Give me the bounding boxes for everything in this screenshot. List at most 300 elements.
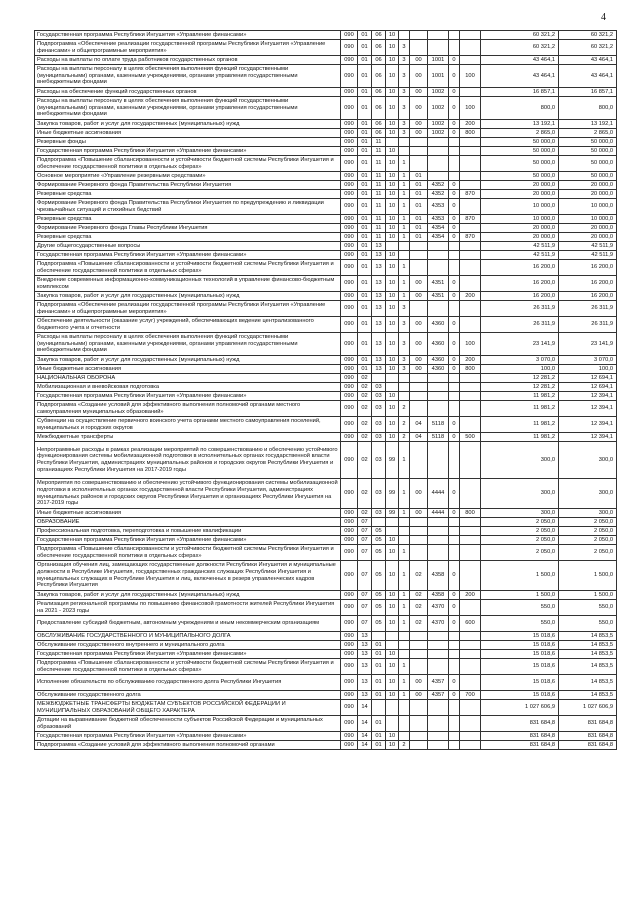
- row-code-7: 4351: [428, 292, 449, 301]
- row-name: Основное мероприятие «Управление резервными средствами»: [35, 172, 341, 181]
- table-row: [35, 215, 617, 224]
- row-amount-second-year: 26 311,9: [559, 317, 617, 333]
- row-code-6: [410, 242, 428, 251]
- table-row: [35, 56, 617, 65]
- row-code-7: 4370: [428, 600, 449, 616]
- row-code-5: 1: [399, 616, 410, 632]
- row-code-9: [460, 181, 481, 190]
- row-code-8: 0: [449, 292, 460, 301]
- row-code-7: [428, 527, 449, 536]
- row-amount-second-year: 12 394,1: [559, 417, 617, 433]
- row-code-5: 1: [399, 224, 410, 233]
- row-name: Дотации на выравнивание бюджетной обеспеченности субъектов Российской Федерации и муниципальных образований: [35, 716, 341, 732]
- row-code-5: 1: [399, 545, 410, 561]
- row-code-5: 1: [399, 190, 410, 199]
- row-code-5: 2: [399, 401, 410, 417]
- row-code-3: 03: [372, 392, 386, 401]
- row-code-3: 01: [372, 716, 386, 732]
- row-code-9: 870: [460, 215, 481, 224]
- row-name: Расходы на выплаты персоналу в целях обеспечения выполнения функций государственными (муниципальными) органами, казенными учреждениями, органами управления государственными внебюджетными фондами: [35, 65, 341, 88]
- row-amount-first-year: 20 000,0: [481, 190, 559, 199]
- row-code-7: [428, 518, 449, 527]
- row-code-9: 200: [460, 356, 481, 365]
- table-row: [35, 301, 617, 317]
- row-code-6: 00: [410, 333, 428, 356]
- row-amount-first-year: 50 000,0: [481, 138, 559, 147]
- row-code-4: 10: [386, 260, 399, 276]
- row-code-5: 1: [399, 509, 410, 518]
- row-code-6: 02: [410, 561, 428, 591]
- row-amount-second-year: 100,0: [559, 365, 617, 374]
- row-code-1: 090: [341, 392, 358, 401]
- row-code-5: [399, 251, 410, 260]
- row-name: МЕЖБЮДЖЕТНЫЕ ТРАНСФЕРТЫ БЮДЖЕТАМ СУБЪЕКТОВ РОССИЙСКОЙ ФЕДЕРАЦИИ И МУНИЦИПАЛЬНЫХ ОБРАЗОВАНИЙ ОБЩЕГО ХАРАКТЕРА: [35, 700, 341, 716]
- row-name: Закупка товаров, работ и услуг для государственных (муниципальных) нужд: [35, 356, 341, 365]
- row-code-5: 1: [399, 172, 410, 181]
- row-code-8: [449, 242, 460, 251]
- row-code-3: 13: [372, 301, 386, 317]
- row-code-3: 01: [372, 675, 386, 691]
- row-code-8: 0: [449, 56, 460, 65]
- row-name: Резервные фонды: [35, 138, 341, 147]
- row-code-6: [410, 716, 428, 732]
- row-amount-second-year: 16 857,1: [559, 88, 617, 97]
- row-amount-first-year: 800,0: [481, 97, 559, 120]
- row-code-2: 01: [358, 190, 372, 199]
- row-amount-first-year: 16 200,0: [481, 276, 559, 292]
- row-code-3: 06: [372, 120, 386, 129]
- row-code-3: 11: [372, 199, 386, 215]
- table-row: [35, 199, 617, 215]
- row-code-9: 100: [460, 97, 481, 120]
- table-row: [35, 716, 617, 732]
- row-code-7: 4360: [428, 333, 449, 356]
- row-code-9: [460, 156, 481, 172]
- table-row: [35, 156, 617, 172]
- row-code-1: 090: [341, 276, 358, 292]
- row-code-6: [410, 732, 428, 741]
- row-code-2: 01: [358, 365, 372, 374]
- row-code-3: 05: [372, 591, 386, 600]
- row-amount-first-year: 23 141,9: [481, 333, 559, 356]
- row-code-6: 00: [410, 356, 428, 365]
- row-name: Государственная программа Республики Ингушетия «Управление финансами»: [35, 31, 341, 40]
- row-code-6: 02: [410, 591, 428, 600]
- row-amount-second-year: 20 000,0: [559, 181, 617, 190]
- row-amount-first-year: 11 981,2: [481, 392, 559, 401]
- row-code-3: 13: [372, 365, 386, 374]
- row-code-2: 01: [358, 260, 372, 276]
- row-code-8: [449, 659, 460, 675]
- row-name: Предоставление субсидий бюджетным, автономным учреждениям и иным некоммерческим организациям: [35, 616, 341, 632]
- row-code-1: 090: [341, 88, 358, 97]
- table-row: [35, 616, 617, 632]
- row-code-1: 090: [341, 356, 358, 365]
- row-amount-second-year: 14 853,5: [559, 632, 617, 641]
- row-code-9: 500: [460, 433, 481, 442]
- row-code-8: 0: [449, 365, 460, 374]
- row-code-1: 090: [341, 260, 358, 276]
- row-amount-first-year: 20 000,0: [481, 233, 559, 242]
- row-code-4: 10: [386, 356, 399, 365]
- row-amount-first-year: 13 192,1: [481, 120, 559, 129]
- row-code-6: [410, 650, 428, 659]
- table-row: [35, 527, 617, 536]
- row-amount-second-year: 14 853,5: [559, 641, 617, 650]
- row-name: Подпрограмма «Обеспечение реализации государственной программы Республики Ингушетия «Управление финансами» и общепрограммные мероприятия»: [35, 301, 341, 317]
- row-amount-second-year: 60 321,2: [559, 40, 617, 56]
- row-code-8: 0: [449, 675, 460, 691]
- table-row: [35, 129, 617, 138]
- table-row: [35, 356, 617, 365]
- row-amount-first-year: 550,0: [481, 616, 559, 632]
- row-code-1: 090: [341, 479, 358, 509]
- row-amount-first-year: 2 050,0: [481, 536, 559, 545]
- row-code-4: 10: [386, 392, 399, 401]
- row-code-3: 05: [372, 527, 386, 536]
- row-amount-second-year: 12 694,1: [559, 374, 617, 383]
- row-name: Государственная программа Республики Ингушетия «Управление финансами»: [35, 392, 341, 401]
- row-amount-first-year: 11 981,2: [481, 433, 559, 442]
- row-code-1: 090: [341, 65, 358, 88]
- row-name: Иные бюджетные ассигнования: [35, 129, 341, 138]
- row-code-1: 090: [341, 383, 358, 392]
- row-code-5: 3: [399, 129, 410, 138]
- row-code-7: [428, 301, 449, 317]
- row-amount-second-year: 831 684,8: [559, 716, 617, 732]
- row-code-7: [428, 741, 449, 750]
- row-code-7: [428, 442, 449, 479]
- row-code-9: 870: [460, 233, 481, 242]
- row-code-9: [460, 31, 481, 40]
- row-code-5: 3: [399, 317, 410, 333]
- row-code-2: 14: [358, 700, 372, 716]
- row-code-5: [399, 632, 410, 641]
- row-code-6: [410, 632, 428, 641]
- row-code-1: 090: [341, 333, 358, 356]
- row-name: Государственная программа Республики Ингушетия «Управление финансами»: [35, 732, 341, 741]
- row-code-2: 01: [358, 224, 372, 233]
- row-code-3: 03: [372, 401, 386, 417]
- row-code-6: 00: [410, 56, 428, 65]
- row-code-9: [460, 442, 481, 479]
- row-code-2: 01: [358, 292, 372, 301]
- row-amount-first-year: 15 018,6: [481, 691, 559, 700]
- row-amount-first-year: 20 000,0: [481, 181, 559, 190]
- row-code-5: [399, 716, 410, 732]
- table-row: [35, 561, 617, 591]
- row-code-9: [460, 527, 481, 536]
- row-code-3: [372, 374, 386, 383]
- row-code-8: 0: [449, 600, 460, 616]
- row-code-6: [410, 301, 428, 317]
- row-code-9: [460, 401, 481, 417]
- row-code-3: 05: [372, 600, 386, 616]
- row-amount-first-year: 2 050,0: [481, 527, 559, 536]
- row-amount-second-year: 26 311,9: [559, 301, 617, 317]
- row-amount-first-year: 300,0: [481, 442, 559, 479]
- row-code-3: 05: [372, 545, 386, 561]
- row-code-5: [399, 641, 410, 650]
- row-code-4: 10: [386, 433, 399, 442]
- row-code-4: 10: [386, 616, 399, 632]
- row-code-5: 1: [399, 233, 410, 242]
- row-amount-first-year: 1 500,0: [481, 561, 559, 591]
- row-code-6: 00: [410, 317, 428, 333]
- table-row: [35, 741, 617, 750]
- row-name: Подпрограмма «Создание условий для эффективного выполнения полномочий органами: [35, 741, 341, 750]
- row-amount-first-year: 3 070,0: [481, 356, 559, 365]
- row-code-3: 11: [372, 224, 386, 233]
- row-code-2: 02: [358, 383, 372, 392]
- row-code-7: [428, 260, 449, 276]
- table-row: [35, 190, 617, 199]
- row-code-3: 11: [372, 215, 386, 224]
- row-code-9: [460, 659, 481, 675]
- table-row: [35, 591, 617, 600]
- row-amount-second-year: 1 027 606,9: [559, 700, 617, 716]
- row-code-3: 03: [372, 479, 386, 509]
- row-code-8: [449, 31, 460, 40]
- row-amount-second-year: 12 394,1: [559, 392, 617, 401]
- row-amount-first-year: 42 511,9: [481, 251, 559, 260]
- row-amount-second-year: 12 394,1: [559, 433, 617, 442]
- row-code-6: 00: [410, 120, 428, 129]
- row-code-3: 05: [372, 616, 386, 632]
- row-code-3: 01: [372, 650, 386, 659]
- row-code-5: 2: [399, 433, 410, 442]
- row-amount-first-year: 16 200,0: [481, 260, 559, 276]
- row-code-4: 10: [386, 199, 399, 215]
- row-code-1: 090: [341, 199, 358, 215]
- row-code-9: 700: [460, 691, 481, 700]
- row-amount-second-year: 2 050,0: [559, 545, 617, 561]
- row-code-7: 4352: [428, 181, 449, 190]
- row-code-5: [399, 392, 410, 401]
- row-amount-first-year: 1 500,0: [481, 591, 559, 600]
- row-code-4: [386, 518, 399, 527]
- row-code-4: [386, 383, 399, 392]
- row-code-1: 090: [341, 716, 358, 732]
- row-code-4: 10: [386, 675, 399, 691]
- table-row: [35, 641, 617, 650]
- row-amount-second-year: 10 000,0: [559, 199, 617, 215]
- row-code-8: 0: [449, 561, 460, 591]
- table-row: [35, 97, 617, 120]
- row-code-2: 07: [358, 591, 372, 600]
- row-code-7: [428, 147, 449, 156]
- table-row: [35, 401, 617, 417]
- row-code-6: [410, 401, 428, 417]
- row-name: Расходы на выплаты по оплате труда работников государственных органов: [35, 56, 341, 65]
- row-amount-first-year: 2 050,0: [481, 518, 559, 527]
- row-code-1: 090: [341, 242, 358, 251]
- row-code-8: [449, 700, 460, 716]
- row-code-5: 1: [399, 561, 410, 591]
- row-amount-second-year: 14 853,5: [559, 675, 617, 691]
- row-code-2: 13: [358, 659, 372, 675]
- row-amount-first-year: 2 865,0: [481, 129, 559, 138]
- row-code-3: [372, 632, 386, 641]
- row-code-9: 800: [460, 365, 481, 374]
- row-code-4: 10: [386, 591, 399, 600]
- table-row: [35, 691, 617, 700]
- row-code-1: 090: [341, 224, 358, 233]
- row-amount-second-year: 300,0: [559, 479, 617, 509]
- row-code-5: 2: [399, 741, 410, 750]
- row-code-2: 01: [358, 97, 372, 120]
- row-code-1: 090: [341, 509, 358, 518]
- row-code-2: 13: [358, 641, 372, 650]
- row-code-3: 13: [372, 356, 386, 365]
- row-name: Подпрограмма «Повышение сбалансированности и устойчивости бюджетной системы Республики Ингушетия и обеспечение государственной политики в отдельных сферах»: [35, 156, 341, 172]
- table-row: [35, 181, 617, 190]
- row-amount-second-year: 20 000,0: [559, 233, 617, 242]
- row-code-1: 090: [341, 56, 358, 65]
- row-code-8: [449, 732, 460, 741]
- row-code-2: 02: [358, 509, 372, 518]
- row-code-3: 06: [372, 56, 386, 65]
- table-row: [35, 138, 617, 147]
- row-code-6: [410, 40, 428, 56]
- table-row: [35, 31, 617, 40]
- row-code-4: 99: [386, 442, 399, 479]
- row-code-9: 800: [460, 129, 481, 138]
- row-code-5: 2: [399, 417, 410, 433]
- row-code-7: 4358: [428, 591, 449, 600]
- table-row: [35, 260, 617, 276]
- row-name: Подпрограмма «Повышение сбалансированности и устойчивости бюджетной системы Республики Ингушетия и обеспечение государственной политики в отдельных сферах»: [35, 260, 341, 276]
- row-code-5: [399, 732, 410, 741]
- row-code-9: [460, 260, 481, 276]
- row-code-6: 00: [410, 65, 428, 88]
- row-code-4: 10: [386, 401, 399, 417]
- row-code-8: [449, 138, 460, 147]
- row-code-4: 10: [386, 659, 399, 675]
- row-code-2: 01: [358, 276, 372, 292]
- table-row: [35, 374, 617, 383]
- table-row: [35, 732, 617, 741]
- row-amount-second-year: 16 200,0: [559, 292, 617, 301]
- row-code-8: [449, 632, 460, 641]
- row-amount-first-year: 100,0: [481, 365, 559, 374]
- row-name: Обеспечение деятельности (оказание услуг) учреждений, обеспечивающих ведение централизованного бюджетного учета и отчетности: [35, 317, 341, 333]
- table-row: [35, 365, 617, 374]
- row-code-1: 090: [341, 433, 358, 442]
- row-code-8: 0: [449, 233, 460, 242]
- row-code-3: 11: [372, 190, 386, 199]
- row-name: ОБРАЗОВАНИЕ: [35, 518, 341, 527]
- row-code-6: [410, 545, 428, 561]
- row-code-5: 1: [399, 260, 410, 276]
- row-name: Резервные средства: [35, 233, 341, 242]
- row-code-1: 090: [341, 156, 358, 172]
- row-amount-second-year: 42 511,9: [559, 251, 617, 260]
- row-code-9: [460, 600, 481, 616]
- table-row: [35, 442, 617, 479]
- row-code-6: [410, 442, 428, 479]
- row-name: НАЦИОНАЛЬНАЯ ОБОРОНА: [35, 374, 341, 383]
- row-code-2: 01: [358, 172, 372, 181]
- row-code-1: 090: [341, 442, 358, 479]
- row-amount-second-year: 550,0: [559, 600, 617, 616]
- row-amount-second-year: 2 050,0: [559, 527, 617, 536]
- row-code-8: 0: [449, 129, 460, 138]
- row-code-3: 06: [372, 88, 386, 97]
- row-amount-first-year: 11 981,2: [481, 417, 559, 433]
- table-row: [35, 536, 617, 545]
- row-code-1: 090: [341, 691, 358, 700]
- row-amount-first-year: 16 857,1: [481, 88, 559, 97]
- row-code-1: 090: [341, 138, 358, 147]
- row-code-9: [460, 138, 481, 147]
- row-code-7: [428, 156, 449, 172]
- row-code-4: 10: [386, 233, 399, 242]
- row-amount-first-year: 26 311,9: [481, 317, 559, 333]
- row-code-9: [460, 650, 481, 659]
- row-code-2: 13: [358, 691, 372, 700]
- row-code-2: 14: [358, 716, 372, 732]
- row-code-2: 01: [358, 333, 372, 356]
- row-name: Резервные средства: [35, 190, 341, 199]
- row-code-2: 01: [358, 233, 372, 242]
- row-name: Внедрение современных информационно-коммуникационных технологий в управление финансово-бюджетным комплексом: [35, 276, 341, 292]
- row-code-6: [410, 659, 428, 675]
- row-code-2: 13: [358, 650, 372, 659]
- row-code-8: [449, 260, 460, 276]
- row-code-7: [428, 659, 449, 675]
- row-code-1: 090: [341, 233, 358, 242]
- row-code-7: [428, 716, 449, 732]
- row-code-4: 10: [386, 536, 399, 545]
- row-amount-first-year: 10 000,0: [481, 215, 559, 224]
- row-code-1: 090: [341, 40, 358, 56]
- row-amount-second-year: 831 684,8: [559, 732, 617, 741]
- row-code-2: 02: [358, 417, 372, 433]
- row-code-1: 090: [341, 732, 358, 741]
- row-code-9: [460, 242, 481, 251]
- row-amount-first-year: 831 684,8: [481, 741, 559, 750]
- row-code-5: [399, 383, 410, 392]
- row-name: Подпрограмма «Обеспечение реализации государственной программы Республики Ингушетия «Управление финансами» и общепрограммные мероприятия»: [35, 40, 341, 56]
- row-name: Подпрограмма «Повышение сбалансированности и устойчивости бюджетной системы Республики Ингушетия и обеспечение государственной политики в отдельных сферах»: [35, 659, 341, 675]
- row-code-8: 0: [449, 433, 460, 442]
- row-name: Иные бюджетные ассигнования: [35, 365, 341, 374]
- row-code-3: 06: [372, 40, 386, 56]
- row-code-2: 02: [358, 433, 372, 442]
- row-code-5: [399, 700, 410, 716]
- row-code-9: [460, 732, 481, 741]
- row-code-6: 00: [410, 97, 428, 120]
- row-code-8: 0: [449, 317, 460, 333]
- row-code-2: 01: [358, 65, 372, 88]
- row-code-1: 090: [341, 251, 358, 260]
- row-amount-first-year: 15 018,6: [481, 632, 559, 641]
- row-code-5: 3: [399, 88, 410, 97]
- row-code-4: 10: [386, 417, 399, 433]
- row-code-6: 04: [410, 433, 428, 442]
- row-code-7: 4354: [428, 233, 449, 242]
- row-code-7: 4370: [428, 616, 449, 632]
- row-code-7: 4444: [428, 509, 449, 518]
- row-code-6: 02: [410, 616, 428, 632]
- row-code-3: 06: [372, 129, 386, 138]
- row-code-6: 01: [410, 224, 428, 233]
- table-row: [35, 251, 617, 260]
- row-code-8: [449, 251, 460, 260]
- row-code-3: 11: [372, 147, 386, 156]
- row-code-4: [386, 374, 399, 383]
